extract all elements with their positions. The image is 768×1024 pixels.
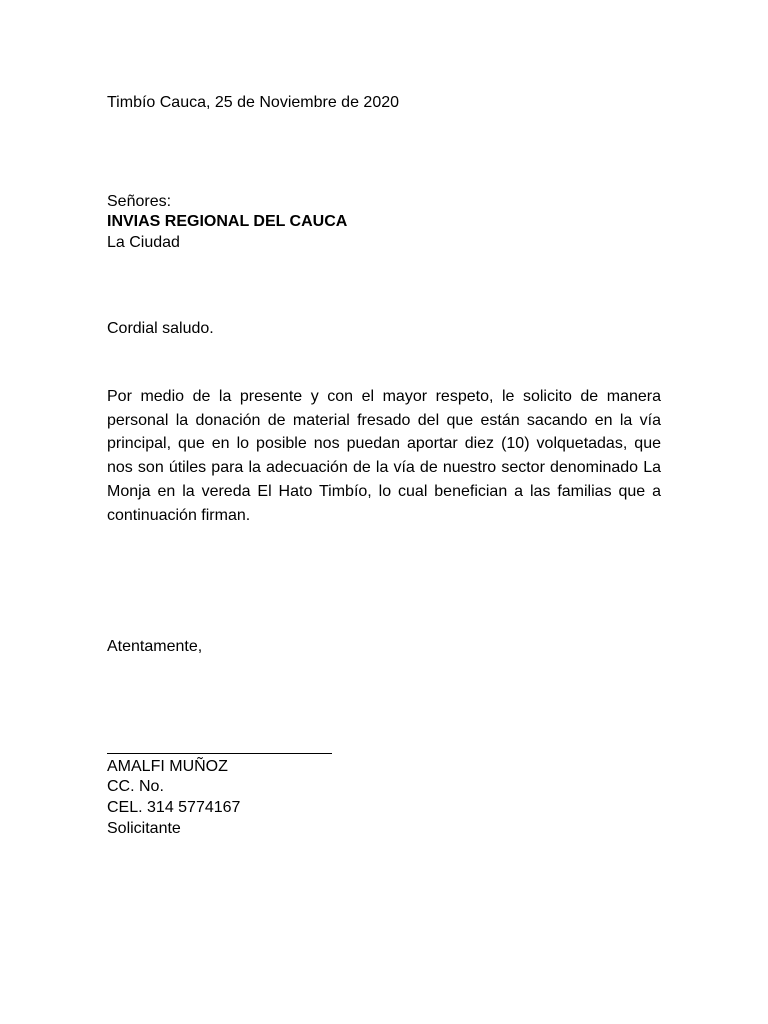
letter-body: Por medio de la presente y con el mayor respeto, le solicito de manera personal la donación de material fresado del que están sacando en la vía principal, que en lo posible nos puedan aportar diez (10) volquetadas, que nos son útiles para la adecuación de la vía de nuestro sector denominado La Monja en la vereda El Hato Timbío, lo cual benefician a las familias que a continuación firman. [107,388,661,524]
signature-line [107,753,332,754]
signer-phone: CEL. 314 5774167 [107,799,241,816]
letter-closing: Atentamente, [107,638,203,655]
signer-name: AMALFI MUÑOZ [107,758,228,775]
letter-recipient: INVIAS REGIONAL DEL CAUCA [107,213,348,230]
signer-role: Solicitante [107,820,181,837]
letter-date: Timbío Cauca, 25 de Noviembre de 2020 [107,94,400,111]
letter-greeting: Cordial saludo. [107,320,214,337]
letter-city: La Ciudad [107,234,180,251]
letter-salutation: Señores: [107,193,172,210]
signer-id: CC. No. [107,778,164,795]
